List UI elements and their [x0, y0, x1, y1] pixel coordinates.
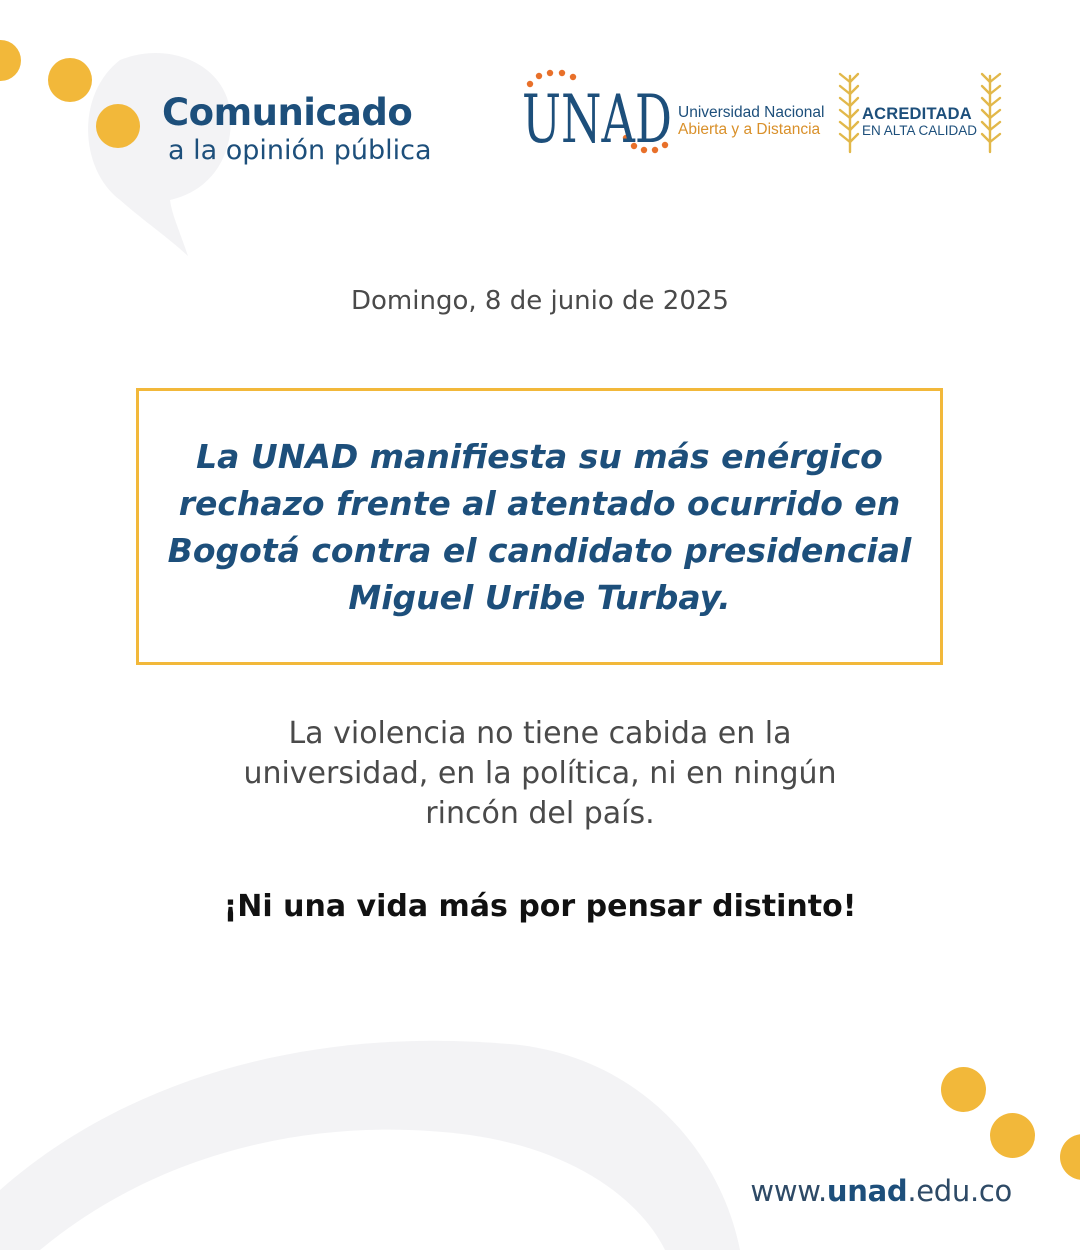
website-link[interactable]	[750, 1174, 1012, 1208]
decor-dot	[941, 1067, 986, 1112]
headline-box	[136, 388, 943, 665]
communique-title: Comunicado	[162, 91, 413, 134]
accreditation-line1: ACREDITADA	[862, 105, 972, 123]
university-name-line2: Abierta y a Distancia	[678, 121, 821, 139]
communique-date: Domingo, 8 de junio de 2025	[351, 286, 729, 316]
logo-mark-text: UNAD	[522, 81, 672, 158]
communique-subtitle: a la opinión pública	[168, 135, 432, 166]
laurel-left-icon	[836, 72, 860, 156]
body-paragraph: La violencia no tiene cabida en la universidad, en la política, ni en ningún rincón del país.	[243, 716, 837, 831]
website-suffix: .edu.co	[907, 1174, 1012, 1208]
accreditation-line2: EN ALTA CALIDAD	[862, 122, 978, 138]
unad-logo	[522, 68, 1012, 160]
website-domain: unad	[826, 1174, 908, 1208]
accreditation-label	[862, 106, 977, 137]
unad-logo-mark	[522, 68, 678, 160]
slogan: ¡Ni una vida más por pensar distinto!	[223, 889, 857, 924]
decor-dot	[48, 58, 92, 102]
headline-text: La UNAD manifiesta su más enérgico rechazo frente al atentado ocurrido en Bogotá contra el candidato presidencial Miguel Uribe Turbay.	[167, 436, 912, 617]
communique-heading	[162, 91, 432, 166]
website-prefix: www.	[750, 1174, 827, 1208]
decor-dot	[96, 104, 140, 148]
university-name	[678, 104, 824, 138]
decor-dot	[990, 1113, 1035, 1158]
university-name-line1: Universidad Nacional	[678, 104, 825, 121]
laurel-right-icon	[980, 72, 1004, 156]
